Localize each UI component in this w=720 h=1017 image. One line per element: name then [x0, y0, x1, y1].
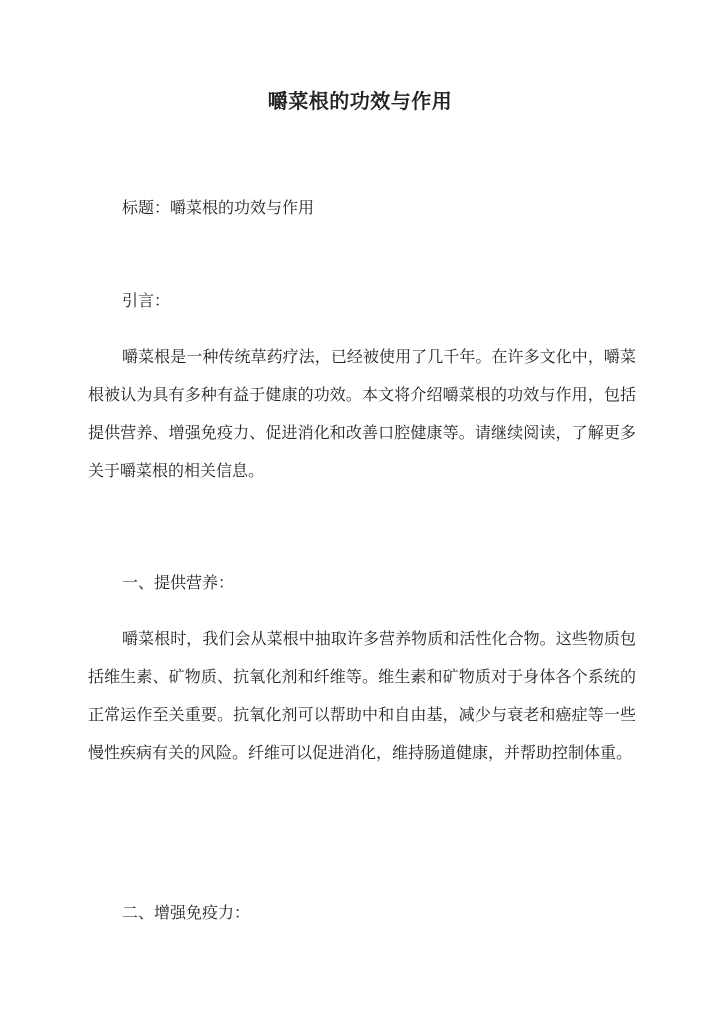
page-title: 嚼菜根的功效与作用 [267, 89, 453, 113]
section-paragraph-nutrition: 嚼菜根时，我们会从菜根中抽取许多营养物质和活性化合物。这些物质包括维生素、矿物质、抗氧化剂和纤维等。维生素和矿物质对于身体各个系统的正常运作至关重要。抗氧化剂可以帮助中和自由基，减少与衰老和癌症等一些慢性疾病有关的风险。纤维可以促进消化，维持肠道健康，并帮助控制体重。 [88, 629, 636, 762]
section-heading-nutrition: 一、提供营养： [122, 573, 235, 592]
section-heading-immunity: 二、增强免疫力： [122, 903, 251, 922]
subtitle-line: 标题：嚼菜根的功效与作用 [122, 198, 315, 217]
intro-heading: 引言： [122, 291, 171, 310]
intro-paragraph: 嚼菜根是一种传统草药疗法，已经被使用了几千年。在许多文化中，嚼菜根被认为具有多种有益于健康的功效。本文将介绍嚼菜根的功效与作用，包括提供营养、增强免疫力、促进消化和改善口腔健康等。请继续阅读，了解更多关于嚼菜根的相关信息。 [88, 347, 636, 480]
